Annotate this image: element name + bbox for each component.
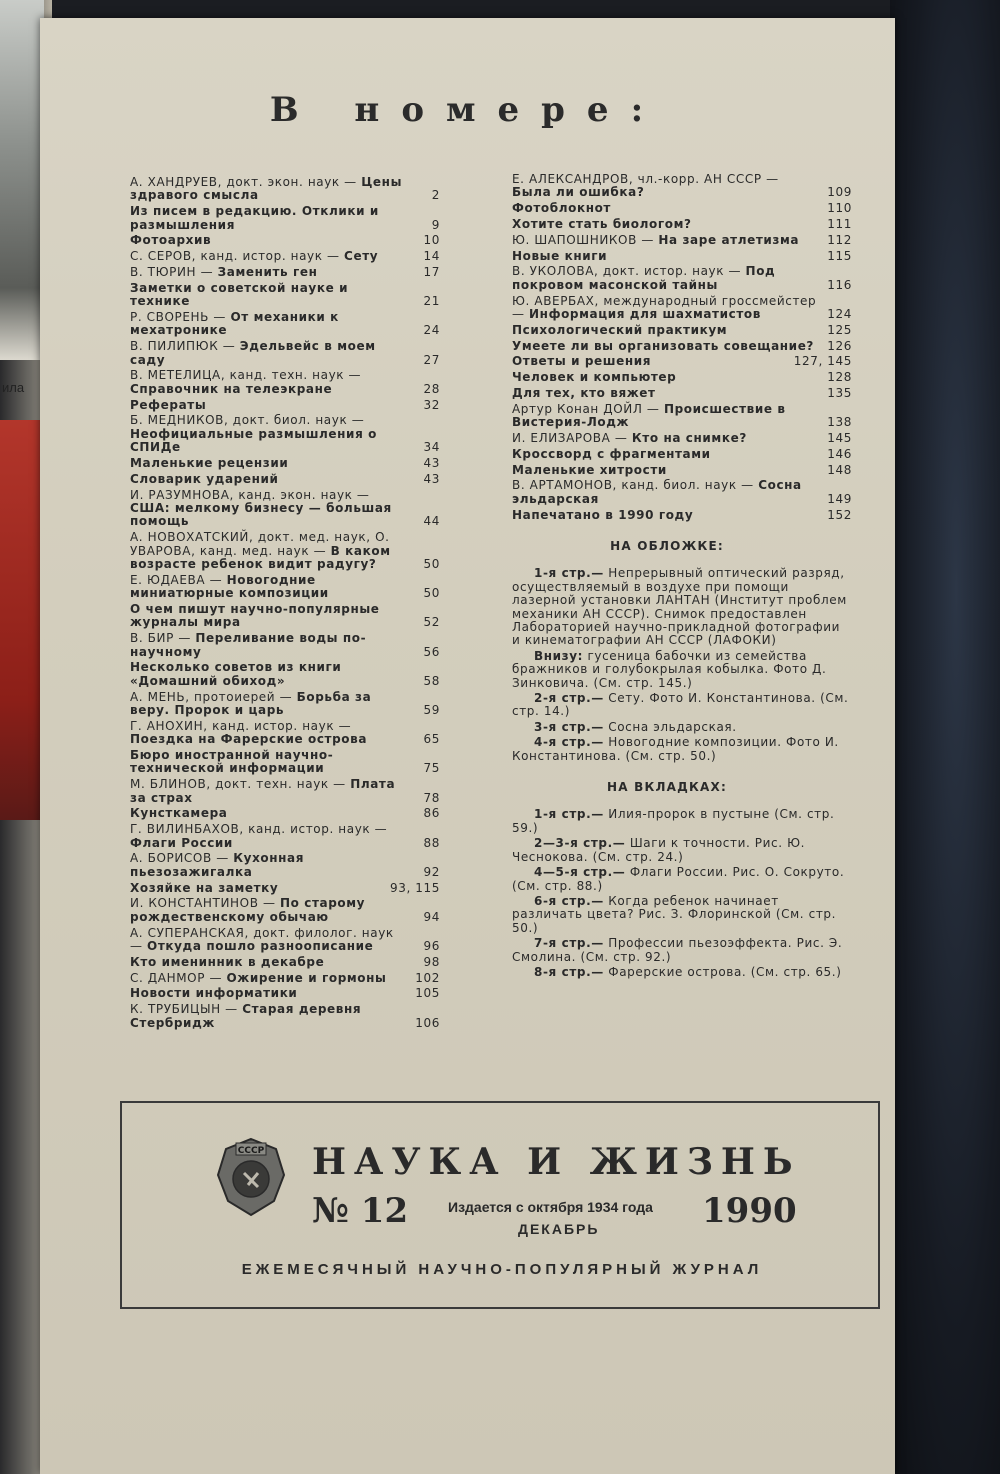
adjacent-page-text: ила xyxy=(2,380,25,395)
entry-page-number: 125 xyxy=(827,322,852,337)
entry-title: Сосна эльдарская xyxy=(512,478,802,506)
contents-entry xyxy=(512,295,852,322)
published-since: Издается с октября 1934 года xyxy=(448,1199,653,1215)
contents-entry xyxy=(130,250,440,263)
entry-title: Напечатано в 1990 году xyxy=(512,507,694,522)
item-text: Сету. Фото И. Константинова. (См. стр. 14.) xyxy=(512,691,849,719)
entry-title: Была ли ошибка? xyxy=(512,185,645,200)
contents-entry xyxy=(130,340,440,367)
entry-page-number: 126 xyxy=(827,338,852,353)
entry-title: Словарик ударений xyxy=(130,471,279,486)
entry-page-number: 105 xyxy=(415,986,440,1001)
contents-entry xyxy=(512,355,852,368)
item-label: 1-я стр.— xyxy=(534,566,604,581)
entry-page-number: 50 xyxy=(423,586,440,601)
contents-entry xyxy=(512,218,852,231)
contents-entry xyxy=(512,340,852,353)
item-label: 7-я стр.— xyxy=(534,936,604,951)
entry-page-number: 50 xyxy=(423,557,440,572)
entry-title: Поездка на Фарерские острова xyxy=(130,732,368,747)
item-label: 8-я стр.— xyxy=(534,964,604,979)
entry-title: Несколько советов из книги «Домашний обиход» xyxy=(130,660,342,688)
insert-item xyxy=(512,966,852,979)
entry-title: Сету xyxy=(344,249,379,264)
entry-title: От механики к мехатронике xyxy=(130,310,339,338)
entry-title: Кто на снимке? xyxy=(631,430,747,445)
entry-page-number: 135 xyxy=(827,385,852,400)
entry-page-number: 93, 115 xyxy=(389,880,440,895)
cover-item xyxy=(512,692,852,719)
entry-author: А. НОВОХАТСКИЙ, докт. мед. наук, О. УВАРОВА, канд. мед. наук — xyxy=(130,530,390,558)
entry-page-number: 44 xyxy=(423,514,440,529)
contents-entry xyxy=(512,371,852,384)
entry-title: Человек и компьютер xyxy=(512,370,677,385)
entry-title: На заре атлетизма xyxy=(658,232,800,247)
inserts-list xyxy=(512,808,852,979)
contents-entry xyxy=(130,531,440,571)
entry-author: Ю. ШАПОШНИКОВ — xyxy=(512,232,654,247)
entry-page-number: 10 xyxy=(423,233,440,248)
entry-page-number: 145 xyxy=(827,430,852,445)
issue-number: № 12 xyxy=(312,1191,409,1231)
entry-title: Плата за страх xyxy=(130,777,396,805)
entry-page-number: 2 xyxy=(431,188,440,203)
item-label: Внизу: xyxy=(534,648,584,663)
entry-author: А. БОРИСОВ — xyxy=(130,851,229,866)
entry-author: М. БЛИНОВ, докт. техн. наук — xyxy=(130,777,346,792)
entry-title: Неофициальные размышления о СПИДе xyxy=(130,426,377,455)
contents-entry xyxy=(512,464,852,477)
entry-title: Хотите стать биологом? xyxy=(512,217,692,231)
entry-page-number: 146 xyxy=(827,446,852,461)
insert-item xyxy=(512,837,852,864)
entry-page-number: 43 xyxy=(423,456,440,471)
entry-title: Информация для шахматистов xyxy=(529,307,761,321)
entry-author: И. ЕЛИЗАРОВА — xyxy=(512,430,628,445)
entry-page-number: 124 xyxy=(827,307,852,321)
issue-month: ДЕКАБРЬ xyxy=(518,1221,600,1237)
entry-page-number: 21 xyxy=(423,294,440,309)
entry-title: Цены здравого смысла xyxy=(130,175,403,203)
entry-title: Новости информатики xyxy=(130,986,298,1001)
entry-page-number: 110 xyxy=(827,201,852,216)
entry-page-number: 94 xyxy=(423,909,440,924)
entry-author: Артур Конан ДОЙЛ — xyxy=(512,401,660,416)
entry-title: США: мелкому бизнесу — большая помощь xyxy=(130,501,392,529)
entry-page-number: 43 xyxy=(423,471,440,486)
contents-entry xyxy=(130,956,440,969)
entry-page-number: 111 xyxy=(827,217,852,231)
entry-title: Откуда пошло разноописание xyxy=(147,939,374,954)
item-label: 2—3-я стр.— xyxy=(534,836,626,851)
item-label: 2-я стр.— xyxy=(534,691,604,706)
cover-heading: НА ОБЛОЖКЕ: xyxy=(610,538,724,553)
entry-page-number: 65 xyxy=(423,732,440,747)
contents-entry xyxy=(130,749,440,776)
entry-page-number: 128 xyxy=(827,370,852,385)
entry-page-number: 59 xyxy=(423,703,440,718)
entry-author: И. КОНСТАНТИНОВ — xyxy=(130,896,276,911)
entry-title: Происшествие в Вистерия-Лодж xyxy=(512,401,786,430)
entry-page-number: 152 xyxy=(827,507,852,522)
adjacent-page-red-image xyxy=(0,420,44,820)
entry-title: По старому рождественскому обычаю xyxy=(130,896,366,924)
contents-entry xyxy=(130,176,440,203)
entry-title: Рефераты xyxy=(130,397,207,412)
entry-author: Б. МЕДНИКОВ, докт. биол. наук — xyxy=(130,413,365,428)
item-label: 4—5-я стр.— xyxy=(534,865,626,880)
entry-author: В. БИР — xyxy=(130,631,191,646)
contents-entry xyxy=(512,234,852,247)
magazine-subtitle: ЕЖЕМЕСЯЧНЫЙ НАУЧНО-ПОПУЛЯРНЫЙ ЖУРНАЛ xyxy=(241,1261,763,1278)
contents-entry xyxy=(512,479,852,506)
entry-author: Е. АЛЕКСАНДРОВ, чл.-корр. АН СССР — xyxy=(512,172,779,186)
contents-entry xyxy=(130,852,440,879)
entry-title: Ожирение и гормоны xyxy=(226,970,387,985)
entry-author: С. СЕРОВ, канд. истор. наук — xyxy=(130,249,340,264)
item-text: Илия-пророк в пустыне (См. стр. 59.) xyxy=(512,807,835,835)
inserts-heading: НА ВКЛАДКАХ: xyxy=(607,780,727,795)
contents-left-column xyxy=(130,176,440,1032)
entry-title: Борьба за веру. Пророк и царь xyxy=(130,689,372,718)
entry-author: В. АРТАМОНОВ, канд. биол. наук — xyxy=(512,478,754,493)
entry-title: Под покровом масонской тайны xyxy=(512,264,776,292)
contents-entry xyxy=(130,632,440,659)
entry-page-number: 78 xyxy=(423,790,440,805)
contents-entry xyxy=(130,1003,440,1030)
item-text: Профессии пьезоэффекта. Рис. Э. Смолина. (См. стр. 92.) xyxy=(512,936,843,964)
entry-author: С. ДАНМОР — xyxy=(130,970,223,985)
item-label: 6-я стр.— xyxy=(534,893,604,908)
entry-title: Маленькие хитрости xyxy=(512,462,667,477)
entry-title: Кунсткамера xyxy=(130,806,228,821)
entry-page-number: 86 xyxy=(423,806,440,821)
entry-author: Г. АНОХИН, канд. истор. наук — xyxy=(130,718,352,733)
entry-page-number: 9 xyxy=(431,217,440,232)
entry-author: А. СУПЕРАНСКАЯ, докт. филолог. наук — xyxy=(130,925,394,954)
entry-title: Умеете ли вы организовать совещание? xyxy=(512,338,814,353)
entry-page-number: 149 xyxy=(827,491,852,506)
entry-page-number: 112 xyxy=(827,232,852,247)
contents-entry xyxy=(130,473,440,486)
entry-author: Г. ВИЛИНБАХОВ, канд. истор. наук — xyxy=(130,822,388,837)
entry-page-number: 88 xyxy=(423,835,440,850)
entry-author: А. ХАНДРУЕВ, докт. экон. наук — xyxy=(130,175,357,189)
contents-entry xyxy=(130,266,440,279)
entry-author: К. ТРУБИЦЫН — xyxy=(130,1002,238,1017)
emblem-label: СССР xyxy=(237,1146,265,1156)
entry-title: В каком возрасте ребенок видит радугу? xyxy=(130,543,391,572)
entry-title: Бюро иностранной научно-технической информации xyxy=(130,748,334,776)
entry-title: Маленькие рецензии xyxy=(130,456,289,471)
item-label: 3-я стр.— xyxy=(534,719,604,734)
entry-page-number: 52 xyxy=(423,615,440,630)
contents-right-entries xyxy=(512,173,852,522)
insert-item xyxy=(512,866,852,893)
entry-title: Заметки о советской науке и технике xyxy=(130,280,349,309)
contents-entry xyxy=(130,457,440,470)
entry-title: Из писем в редакцию. Отклики и размышления xyxy=(130,204,379,232)
entry-page-number: 34 xyxy=(423,440,440,455)
contents-entry xyxy=(130,282,440,309)
entry-page-number: 102 xyxy=(415,970,440,985)
entry-title: Психологический практикум xyxy=(512,322,728,337)
contents-entry xyxy=(512,250,852,263)
entry-author: В. УКОЛОВА, докт. истор. наук — xyxy=(512,264,742,279)
item-label: 1-я стр.— xyxy=(534,807,604,822)
adjacent-page-photo xyxy=(0,0,44,360)
contents-entry xyxy=(130,691,440,718)
entry-title: Справочник на телеэкране xyxy=(130,381,333,396)
contents-entry xyxy=(130,489,440,529)
contents-entry xyxy=(512,432,852,445)
contents-entry xyxy=(130,234,440,247)
entry-title: Кроссворд с фрагментами xyxy=(512,446,711,461)
entry-title: Для тех, кто вяжет xyxy=(512,385,656,400)
entry-page-number: 96 xyxy=(423,939,440,954)
entry-author: Р. СВОРЕНЬ — xyxy=(130,310,227,324)
insert-item xyxy=(512,808,852,835)
contents-entry xyxy=(512,403,852,430)
contents-heading: В номере: xyxy=(269,90,666,130)
contents-entry xyxy=(130,603,440,630)
right-background xyxy=(890,0,1000,1474)
contents-entry xyxy=(512,387,852,400)
entry-title: Эдельвейс в моем саду xyxy=(130,339,376,367)
item-label: 4-я стр.— xyxy=(534,735,604,750)
entry-page-number: 109 xyxy=(827,185,852,200)
entry-author: И. РАЗУМНОВА, канд. экон. наук — xyxy=(130,487,370,502)
entry-page-number: 116 xyxy=(827,277,852,292)
contents-entry xyxy=(512,448,852,461)
contents-entry xyxy=(130,414,440,454)
entry-title: Новогодние миниатюрные композиции xyxy=(130,572,329,601)
entry-page-number: 75 xyxy=(423,761,440,776)
contents-entry xyxy=(130,720,440,747)
item-text: Непрерывный оптический разряд, осуществляемый в воздухе при помощи лазерной установки ЛАНТАН (Институт проблем механики АН СССР). Снимок предоставлен Лабораторией научно-прикладной фотографии и кинематографии АН СССР (ЛАФОКИ) xyxy=(512,566,847,648)
entry-page-number: 56 xyxy=(423,644,440,659)
insert-item xyxy=(512,937,852,964)
contents-entry xyxy=(130,778,440,805)
item-text: Фарерские острова. (См. стр. 65.) xyxy=(608,964,842,979)
contents-entry xyxy=(130,987,440,1000)
order-emblem-icon xyxy=(214,1135,288,1219)
entry-author: А. МЕНЬ, протоиерей — xyxy=(130,689,293,704)
contents-entry xyxy=(130,399,440,412)
contents-entry xyxy=(512,265,852,292)
entry-page-number: 138 xyxy=(827,415,852,430)
entry-page-number: 92 xyxy=(423,864,440,879)
cover-item xyxy=(512,650,852,690)
cover-item xyxy=(512,736,852,763)
contents-entry xyxy=(130,205,440,232)
entry-title: Кто именинник в декабре xyxy=(130,954,325,969)
item-text: Шаги к точности. Рис. Ю. Чеснокова. (См. стр. 24.) xyxy=(512,836,806,864)
entry-author: В. ПИЛИПЮК — xyxy=(130,339,236,354)
entry-title: Флаги России xyxy=(130,835,233,850)
entry-title: Старая деревня Стербридж xyxy=(130,1002,362,1030)
entry-title: Новые книги xyxy=(512,248,608,263)
entry-title: О чем пишут научно-популярные журналы мира xyxy=(130,602,380,630)
entry-page-number: 27 xyxy=(423,352,440,367)
contents-entry xyxy=(130,927,440,954)
contents-entry xyxy=(130,807,440,820)
item-text: Новогодние композиции. Фото И. Константинова. (См. стр. 50.) xyxy=(512,735,839,763)
contents-entry xyxy=(130,972,440,985)
entry-title: Фотоблокнот xyxy=(512,201,611,216)
item-text: гусеница бабочки из семейства бражников и голубокрылая кобылка. Фото Д. Зинковича. (См. стр. 145.) xyxy=(512,648,827,690)
contents-entry xyxy=(130,574,440,601)
entry-author: В. МЕТЕЛИЦА, канд. техн. наук — xyxy=(130,368,362,383)
entry-author: Е. ЮДАЕВА — xyxy=(130,572,223,587)
entry-page-number: 17 xyxy=(423,265,440,279)
item-text: Сосна эльдарская. xyxy=(608,719,737,734)
cover-item xyxy=(512,567,852,647)
entry-page-number: 32 xyxy=(423,397,440,412)
entry-title: Кухонная пьезозажигалка xyxy=(130,851,305,879)
entry-title: Переливание воды по-научному xyxy=(130,631,367,659)
contents-right-column xyxy=(512,173,852,981)
entry-title: Хозяйке на заметку xyxy=(130,880,279,895)
contents-entry xyxy=(512,509,852,522)
entry-page-number: 98 xyxy=(423,954,440,969)
entry-page-number: 28 xyxy=(423,381,440,396)
contents-entry xyxy=(512,324,852,337)
insert-item xyxy=(512,895,852,935)
cover-list xyxy=(512,567,852,763)
magazine-page xyxy=(40,18,895,1474)
entry-page-number: 127, 145 xyxy=(793,354,852,369)
contents-entry xyxy=(512,173,852,200)
contents-entry xyxy=(130,897,440,924)
entry-title: Заменить ген xyxy=(217,265,318,279)
entry-page-number: 115 xyxy=(827,248,852,263)
entry-title: Ответы и решения xyxy=(512,354,652,369)
cover-item xyxy=(512,721,852,734)
entry-page-number: 148 xyxy=(827,462,852,477)
entry-page-number: 14 xyxy=(423,249,440,264)
contents-entry xyxy=(512,202,852,215)
magazine-title: НАУКА И ЖИЗНЬ xyxy=(312,1141,801,1183)
masthead-box xyxy=(120,1101,880,1309)
entry-author: Ю. АВЕРБАХ, международный гроссмейстер — xyxy=(512,293,817,321)
item-text: Флаги России. Рис. О. Сокруто. (См. стр. 88.) xyxy=(512,865,845,893)
contents-entry xyxy=(130,882,440,895)
contents-entry xyxy=(130,823,440,850)
entry-author: В. ТЮРИН — xyxy=(130,265,214,279)
entry-page-number: 106 xyxy=(415,1015,440,1030)
contents-entry xyxy=(130,311,440,338)
item-text: Когда ребенок начинает различать цвета? Рис. З. Флоринской (См. стр. 50.) xyxy=(512,893,837,935)
issue-year: 1990 xyxy=(702,1191,797,1231)
contents-entry xyxy=(130,369,440,396)
entry-title: Фотоархив xyxy=(130,233,212,248)
entry-page-number: 58 xyxy=(423,673,440,688)
contents-entry xyxy=(130,661,440,688)
entry-page-number: 24 xyxy=(423,323,440,338)
